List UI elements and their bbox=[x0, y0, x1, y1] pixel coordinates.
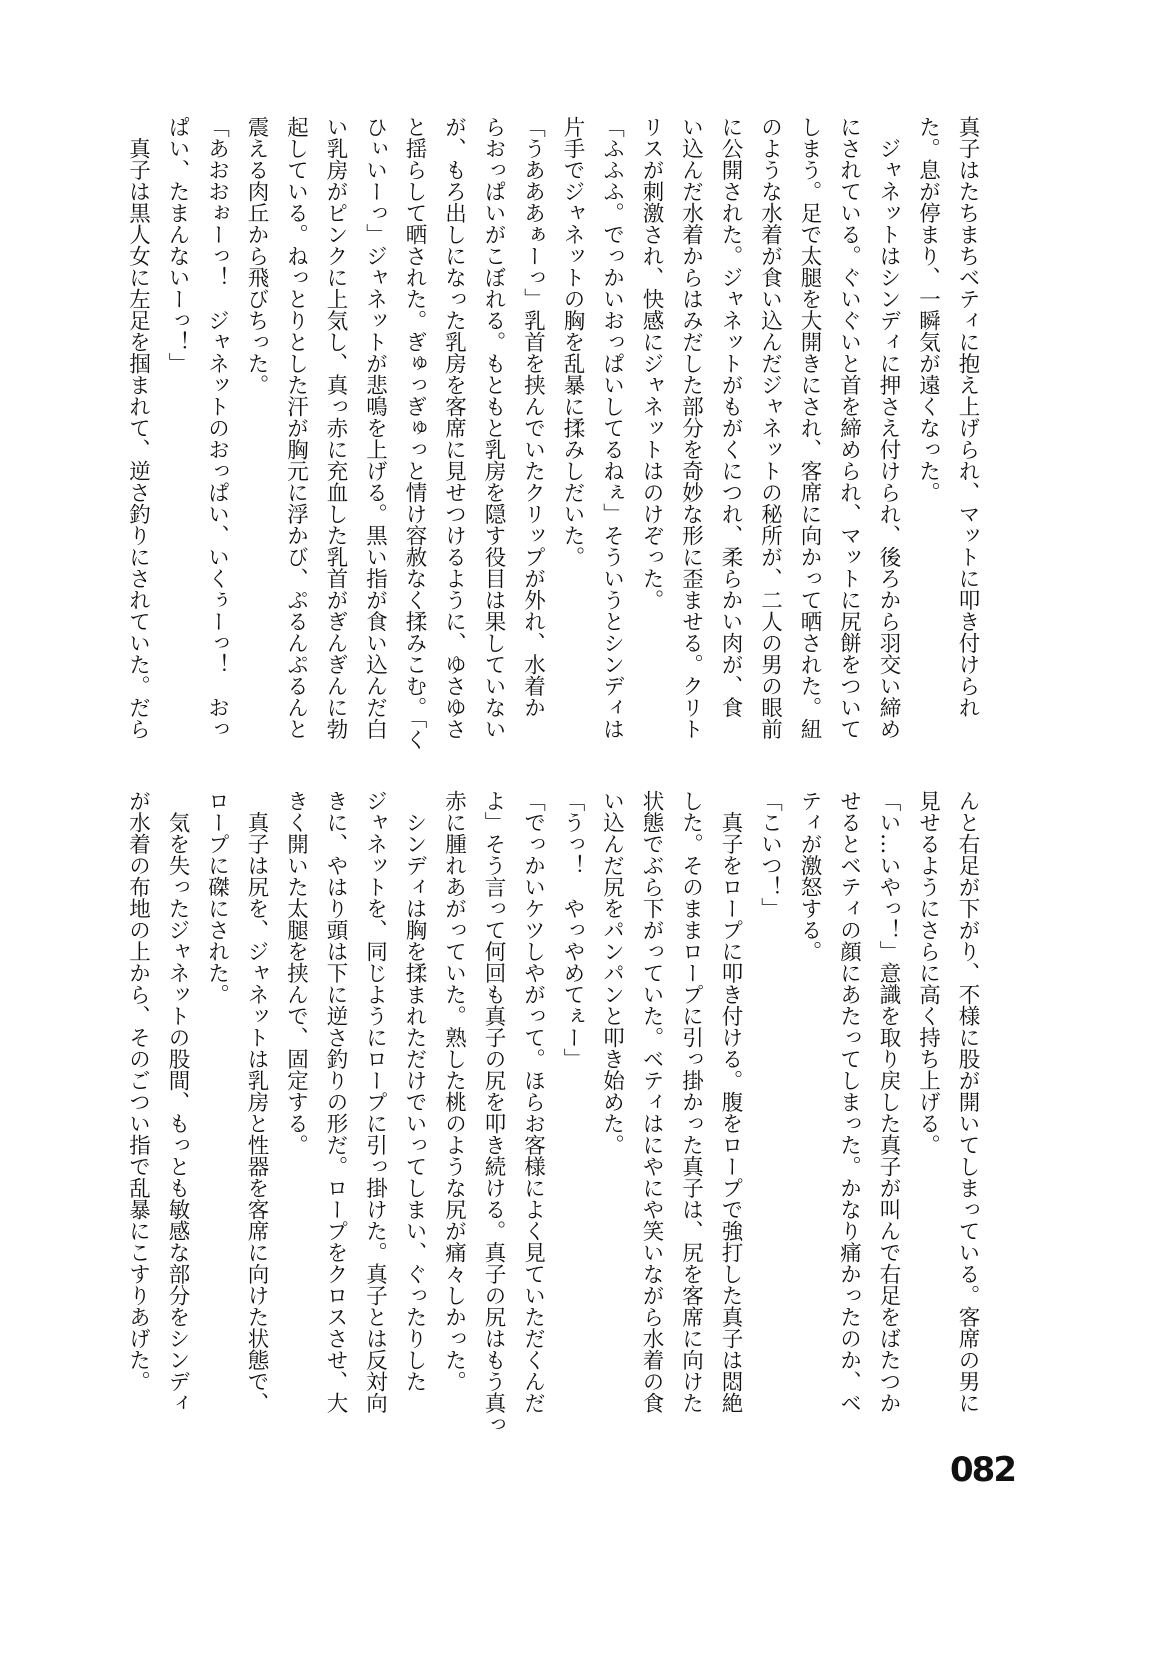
text-column: 「うあああぁーっ」乳首を挟んでいたクリップが外れ、水着か bbox=[520, 116, 546, 718]
text-column: きく開いた太腿を挟んで、固定する。 bbox=[283, 790, 309, 1156]
text-column: した。そのままロープに引っ掛かった真子は、尻を客席に向けた bbox=[678, 790, 704, 1414]
text-column: に公開された。ジャネットがもがくにつれ、柔らかい肉が、食 bbox=[718, 116, 743, 718]
text-column: んと右足が下がり、不様に股が開いてしまっている。客席の男に bbox=[955, 790, 980, 1414]
text-column: 気を失ったジャネットの股間、もっとも敏感な部分をシンディ bbox=[165, 790, 190, 1414]
text-column: きに、やはり頭は下に逆さ釣りの形だ。ロープをクロスさせ、大 bbox=[323, 790, 348, 1414]
text-column: のような水着が食い込んだジャネットの秘所が、二人の男の眼前 bbox=[757, 116, 783, 740]
text-column: にされている。ぐいぐいと首を締められ、マットに尻餅をついて bbox=[836, 116, 862, 740]
text-column: が、もろ出しになった乳房を客席に見せつけるように、ゆさゆさ bbox=[441, 116, 467, 740]
text-column: ジャネットを、同じようにロープに引っ掛けた。真子とは反対向 bbox=[362, 790, 388, 1414]
text-column: 「ふふふ。でっかいおっぱいしてるねぇ」そういうとシンディは bbox=[599, 116, 625, 740]
text-column: せるとベティの顔にあたってしまった。かなり痛かったのか、ベ bbox=[836, 790, 862, 1414]
text-column: い込んだ尻をパンパンと叩き始めた。 bbox=[599, 790, 625, 1156]
top-text-block bbox=[118, 116, 987, 756]
text-column: 「あおおぉーっ！ ジャネットのおっぱい、いくぅーっ！ おっ bbox=[204, 116, 230, 740]
text-column: い込んだ水着からはみだした部分を奇妙な形に歪ませる。クリト bbox=[678, 116, 704, 740]
bottom-text-block bbox=[118, 790, 987, 1435]
text-column: 真子をロープに叩き付ける。腹をロープで強打した真子は悶絶 bbox=[718, 790, 743, 1414]
text-column: ロープに磔にされた。 bbox=[204, 790, 230, 1005]
text-column: 起している。ねっとりとした汗が胸元に浮かび、ぷるんぷるんと bbox=[283, 116, 309, 740]
text-column: 「でっかいケツしやがって。ほらお客様によく見ていただくんだ bbox=[520, 790, 546, 1414]
text-column: た。息が停まり、一瞬気が遠くなった。 bbox=[915, 116, 941, 503]
page-number: 082 bbox=[950, 1450, 1015, 1490]
text-column: と揺らして晒された。ぎゅっぎゅっと情け容赦なく揉みこむ。「く bbox=[402, 116, 427, 751]
text-column: しまう。足で太腿を大開きにされ、客席に向かって晒された。紐 bbox=[797, 116, 822, 740]
text-column: シンディは胸を揉まれただけでいってしまい、ぐったりした bbox=[402, 790, 427, 1392]
text-column: 「い…いやっ！」意識を取り戻した真子が叫んで右足をばたつか bbox=[876, 790, 901, 1414]
text-column: よ」そう言って何回も真子の尻を叩き続ける。真子の尻はもう真っ bbox=[481, 790, 506, 1435]
text-column: ジャネットはシンディに押さえ付けられ、後ろから羽交い締め bbox=[876, 116, 901, 740]
text-column: 状態でぶら下がっていた。ベティはにやにや笑いながら水着の食 bbox=[639, 790, 664, 1414]
text-column: ひぃいーっ」ジャネットが悲鳴を上げる。黒い指が食い込んだ白 bbox=[362, 116, 388, 740]
text-column: 真子は尻を、ジャネットは乳房と性器を客席に向けた状態で、 bbox=[244, 790, 269, 1414]
text-column: ぱい、たまんないーっ！」 bbox=[165, 116, 190, 374]
text-column: 赤に腫れあがっていた。熟した桃のような尻が痛々しかった。 bbox=[441, 790, 467, 1392]
text-column: 震える肉丘から飛びちった。 bbox=[244, 116, 269, 396]
text-column: ティが激怒する。 bbox=[797, 790, 822, 962]
text-column: い乳房がピンクに上気し、真っ赤に充血した乳首がぎんぎんに勃 bbox=[323, 116, 348, 740]
text-column: 見せるようにさらに高く持ち上げる。 bbox=[915, 790, 941, 1156]
text-column: 真子は黒人女に左足を掴まれて、逆さ釣りにされていた。だら bbox=[125, 116, 151, 740]
text-column: が水着の布地の上から、そのごつい指で乱暴にこすりあげた。 bbox=[125, 790, 151, 1392]
text-column: 真子はたちまちベティに抱え上げられ、マットに叩き付けられ bbox=[955, 116, 980, 718]
text-column: 「うっ！ やっやめてぇー」 bbox=[560, 790, 585, 1070]
text-column: らおっぱいがこぼれる。もともと乳房を隠す役目は果していない bbox=[481, 116, 506, 740]
text-column: リスが刺激され、快感にジャネットはのけぞった。 bbox=[639, 116, 664, 611]
text-column: 「こいつ！」 bbox=[757, 790, 783, 919]
text-column: 片手でジャネットの胸を乱暴に揉みしだいた。 bbox=[560, 116, 585, 568]
